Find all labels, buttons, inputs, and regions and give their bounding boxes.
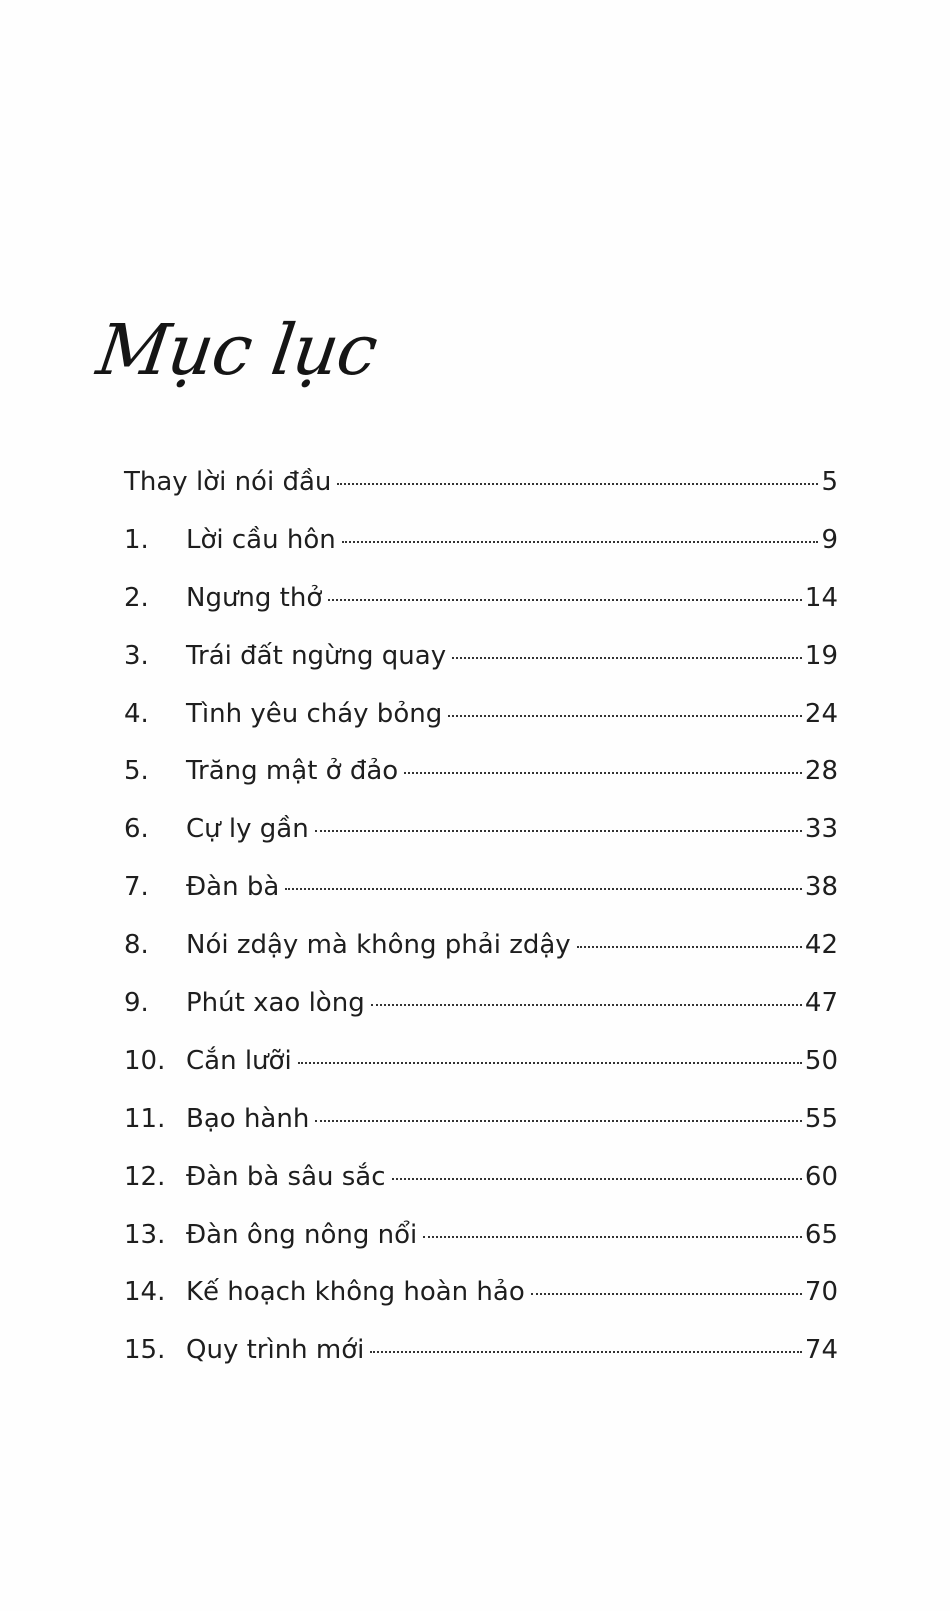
entry-title: Tình yêu cháy bỏng (186, 698, 443, 729)
dot-leader (448, 715, 802, 717)
dot-leader (337, 483, 818, 485)
toc-entry-15[interactable] (124, 1326, 838, 1384)
dot-leader (371, 1004, 802, 1006)
dot-leader (404, 772, 802, 774)
entry-number: 7. (124, 872, 149, 903)
entry-page-number: 19 (804, 640, 838, 671)
dot-leader (285, 888, 802, 890)
entry-title: Ngưng thở (186, 582, 323, 613)
entry-title: Cắn lưỡi (186, 1045, 292, 1076)
toc-entry-preface[interactable] (124, 458, 838, 516)
entry-title: Bạo hành (186, 1103, 310, 1134)
entry-number: 14. (124, 1277, 166, 1308)
entry-page-number: 33 (804, 814, 838, 845)
entry-title: Trái đất ngừng quay (186, 640, 447, 671)
dot-leader (423, 1236, 802, 1238)
toc-entry-4[interactable] (124, 690, 838, 748)
dot-leader (370, 1351, 802, 1353)
entry-number: 9. (124, 988, 149, 1019)
entry-number: 4. (124, 698, 149, 729)
entry-page-number: 14 (804, 582, 838, 613)
entry-number: 8. (124, 930, 149, 961)
entry-title: Thay lời nói đầu (124, 467, 332, 497)
entry-number: 2. (124, 582, 149, 613)
entry-page-number: 5 (821, 467, 838, 497)
dot-leader (531, 1293, 802, 1295)
toc-entry-1[interactable] (124, 516, 838, 574)
entry-page-number: 55 (804, 1103, 838, 1134)
entry-number: 10. (124, 1045, 166, 1076)
toc-entry-8[interactable] (124, 921, 838, 979)
entry-page-number: 42 (804, 930, 838, 961)
entry-page-number: 28 (804, 756, 838, 787)
entry-title: Phút xao lòng (186, 988, 365, 1019)
entry-title: Đàn bà (186, 872, 280, 903)
entry-page-number: 47 (804, 988, 838, 1019)
toc-entry-12[interactable] (124, 1153, 838, 1211)
entry-title: Đàn ông nông nổi (186, 1219, 418, 1250)
entry-number: 12. (124, 1161, 166, 1192)
entry-page-number: 65 (804, 1219, 838, 1250)
entry-number: 15. (124, 1335, 166, 1366)
entry-title: Nói zdậy mà không phải zdậy (186, 930, 571, 961)
entry-page-number: 24 (804, 698, 838, 729)
dot-leader (298, 1062, 802, 1064)
toc-entry-14[interactable] (124, 1268, 838, 1326)
toc-entry-7[interactable] (124, 863, 838, 921)
dot-leader (315, 1120, 802, 1122)
entry-title: Cự ly gần (186, 814, 309, 845)
entry-title: Trăng mật ở đảo (186, 756, 399, 787)
entry-title: Lời cầu hôn (186, 524, 336, 555)
dot-leader (315, 830, 802, 832)
entry-page-number: 9 (821, 524, 838, 555)
entry-number: 1. (124, 524, 149, 555)
toc-entry-10[interactable] (124, 1037, 838, 1095)
entry-page-number: 50 (804, 1045, 838, 1076)
dot-leader (452, 657, 802, 659)
entry-number: 11. (124, 1103, 166, 1134)
dot-leader (392, 1178, 802, 1180)
toc-entry-3[interactable] (124, 632, 838, 690)
toc-list (124, 458, 838, 1384)
toc-entry-2[interactable] (124, 574, 838, 632)
entry-number: 6. (124, 814, 149, 845)
entry-title: Kế hoạch không hoàn hảo (186, 1277, 525, 1308)
entry-page-number: 70 (804, 1277, 838, 1308)
toc-entry-11[interactable] (124, 1095, 838, 1153)
dot-leader (342, 541, 819, 543)
entry-page-number: 74 (804, 1335, 838, 1366)
entry-number: 3. (124, 640, 149, 671)
toc-entry-13[interactable] (124, 1211, 838, 1269)
dot-leader (328, 599, 802, 601)
entry-page-number: 60 (804, 1161, 838, 1192)
toc-entry-6[interactable] (124, 805, 838, 863)
toc-entry-5[interactable] (124, 747, 838, 805)
dot-leader (577, 946, 802, 948)
entry-number: 5. (124, 756, 149, 787)
toc-entry-9[interactable] (124, 979, 838, 1037)
entry-number: 13. (124, 1219, 166, 1250)
toc-heading: Mục lục (92, 309, 382, 391)
entry-title: Quy trình mới (186, 1335, 365, 1366)
entry-title: Đàn bà sâu sắc (186, 1161, 386, 1192)
entry-page-number: 38 (804, 872, 838, 903)
